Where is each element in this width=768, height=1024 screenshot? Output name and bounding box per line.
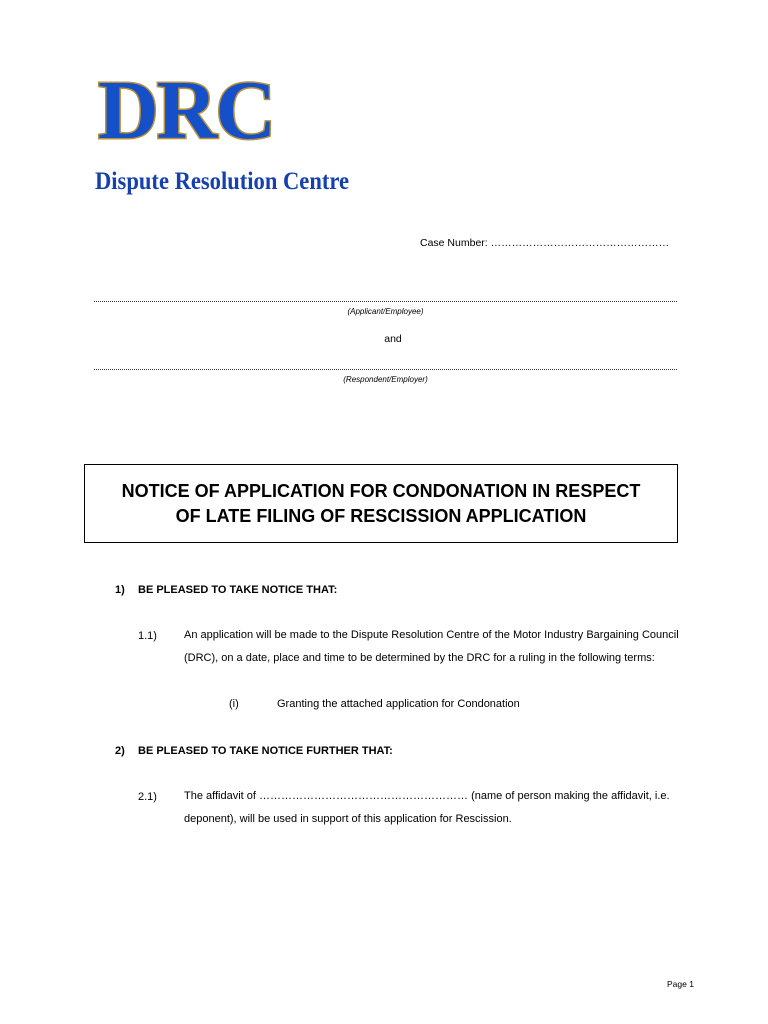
- respondent-blank-line: [94, 369, 677, 370]
- item-1-1-i-number: (i): [229, 698, 239, 710]
- cog-icon: [283, 92, 311, 120]
- item-2-1-text: The affidavit of ………………………………………………… (name of person making the affidavit, i.e. deponent), will be used in support of this application for Rescission.: [184, 790, 670, 825]
- section-1-title: BE PLEASED TO TAKE NOTICE THAT:: [138, 584, 338, 596]
- document-title-box: [84, 464, 678, 543]
- section-2-title: BE PLEASED TO TAKE NOTICE FURTHER THAT:: [138, 745, 393, 757]
- item-1-1-i-text: Granting the attached application for Condonation: [277, 698, 520, 710]
- logo-acronym: DRC: [98, 68, 274, 157]
- section-1-number: 1): [115, 584, 125, 596]
- page-number: Page 1: [667, 979, 694, 989]
- applicant-caption: (Applicant/Employee): [347, 307, 424, 316]
- respondent-caption: (Respondent/Employer): [343, 375, 428, 384]
- case-number-blank: ……………………………………………: [490, 237, 670, 249]
- section-2-number: 2): [115, 745, 125, 757]
- case-number: [420, 237, 669, 249]
- item-1-1-text: An application will be made to the Dispute Resolution Centre of the Motor Industry Bargaining Council (DRC), on a date, place and time to be determined by the DRC for a ruling in the following terms:: [184, 629, 679, 664]
- item-2-1-number: 2.1): [138, 791, 157, 803]
- case-number-label: Case Number:: [420, 237, 488, 249]
- title-line-1: NOTICE OF APPLICATION FOR CONDONATION IN RESPECT: [121, 480, 641, 501]
- drc-logo-graphic: [92, 68, 354, 196]
- parties-connector: and: [384, 333, 402, 345]
- applicant-blank-line: [94, 301, 677, 302]
- title-line-2: OF LATE FILING OF RESCISSION APPLICATION: [175, 505, 587, 526]
- item-1-1-number: 1.1): [138, 630, 157, 642]
- logo-org-name: Dispute Resolution Centre: [95, 168, 349, 195]
